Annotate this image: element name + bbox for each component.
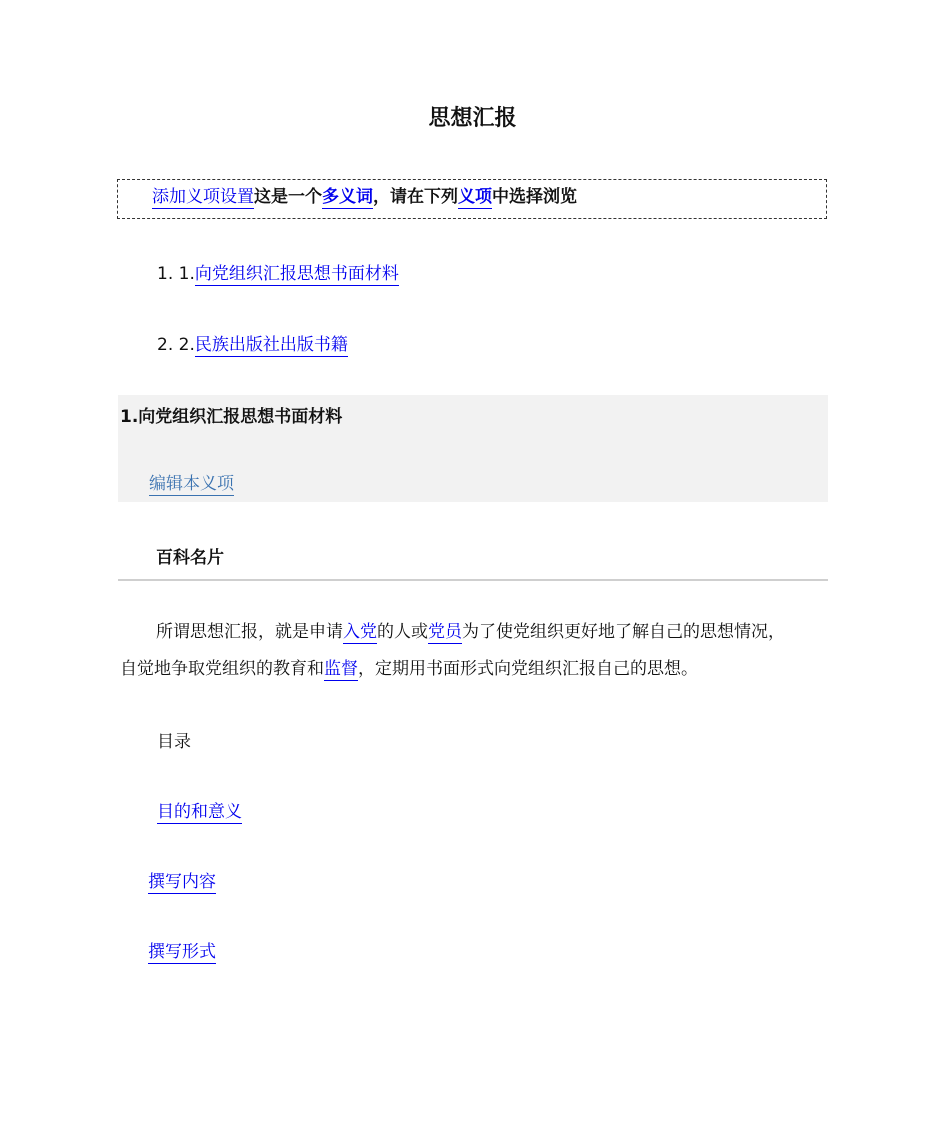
divider [118,579,828,581]
para-text: 所谓思想汇报，就是申请 [156,622,343,642]
sense-link[interactable]: 义项 [458,187,492,207]
sense-item-1 [157,259,399,284]
toc-link-content[interactable]: 撰写内容 [148,872,216,892]
para-text: 自觉地争取党组织的教育和 [120,659,324,679]
toc-item-2 [148,867,216,892]
sense-number: 2. 2. [157,335,195,355]
edit-sense-link[interactable]: 编辑本义项 [149,469,234,496]
polysemy-notice [117,179,827,219]
supervision-link[interactable]: 监督 [324,659,358,679]
toc-heading: 目录 [157,732,191,752]
para-text: 的人或 [377,622,428,642]
encyclopedia-card-title: 百科名片 [156,548,224,568]
summary-paragraph [120,614,830,688]
para-text: 为了使党组织更好地了解自己的思想情况， [462,622,785,642]
sense-section-title: 1.向党组织汇报思想书面材料 [120,407,343,427]
sense-link-1[interactable]: 向党组织汇报思想书面材料 [194,264,399,284]
toc-item-3 [148,937,216,962]
polysemy-link[interactable]: 多义词 [322,187,373,207]
toc-link-format[interactable]: 撰写形式 [148,942,216,962]
notice-text-2: ，请在下列 [373,187,458,207]
join-party-link[interactable]: 入党 [343,622,377,642]
sense-link-2[interactable]: 民族出版社出版书籍 [194,335,348,355]
sense-number: 1. 1. [157,264,195,284]
add-sense-settings-link[interactable]: 添加义项设置 [152,187,254,207]
notice-text-1: 这是一个 [254,187,322,207]
page-title: 思想汇报 [428,106,517,131]
para-text: ，定期用书面形式向党组织汇报自己的思想。 [358,659,698,679]
toc-link-purpose[interactable]: 目的和意义 [157,802,242,822]
party-member-link[interactable]: 党员 [428,622,462,642]
notice-text-3: 中选择浏览 [492,187,577,207]
sense-item-2 [157,330,348,355]
toc-item-1 [157,797,242,822]
